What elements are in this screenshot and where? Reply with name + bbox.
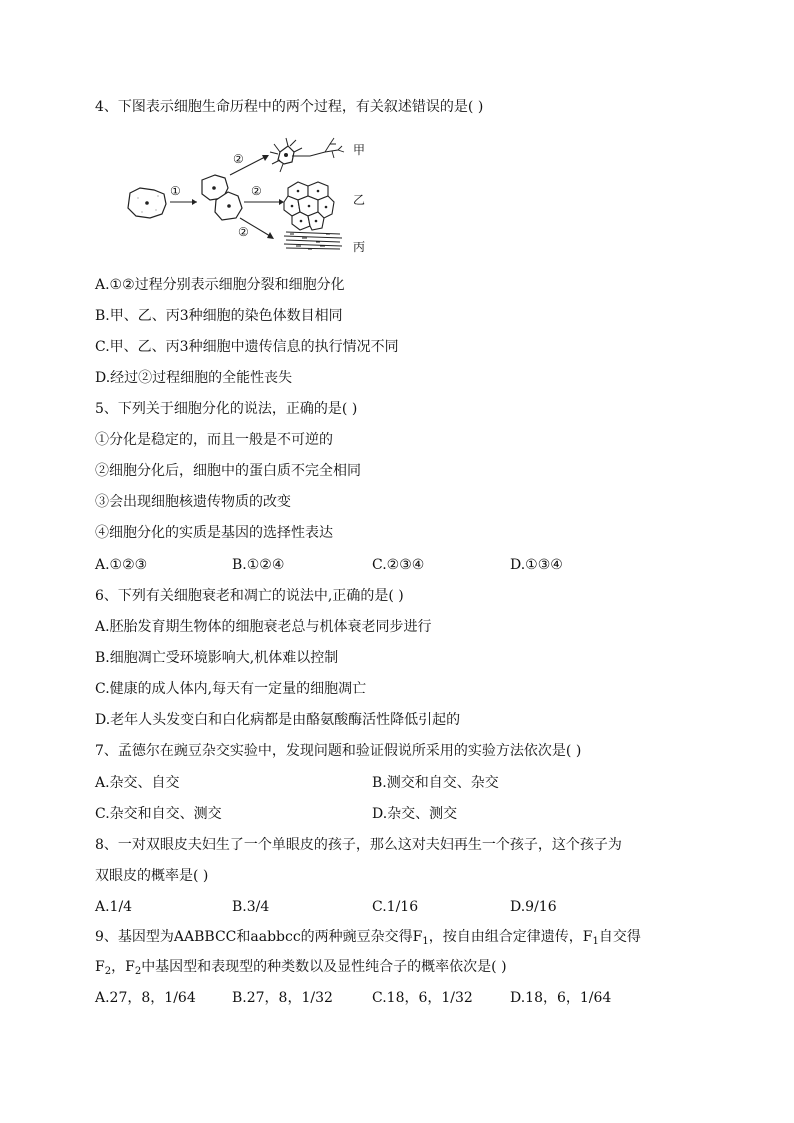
muscle-fibers [284,232,342,249]
q4-stem: 4、下图表示细胞生命历程中的两个过程，有关叙述错误的是( ) [95,99,484,115]
q9-line1-text-c: 自交得 [598,929,641,945]
q6-option-a: A.胚胎发育期生物体的细胞衰老总与机体衰老同步进行 [95,619,432,635]
q8-option-d: D.9/16 [510,899,557,915]
q5-option-b: B.①②④ [232,557,285,573]
cell-diagram-svg [120,130,380,260]
q8-stem-line1: 8、一对双眼皮夫妇生了一个单眼皮的孩子，那么这对夫妇再生一个孩子，这个孩子为 [95,837,622,853]
q6-option-d: D.老年人头发变白和白化病都是由酪氨酸酶活性降低引起的 [95,712,461,728]
q8-stem-line2: 双眼皮的概率是( ) [95,868,209,884]
q8-option-a: A.1/4 [95,899,133,915]
q5-statement-3: ③会出现细胞核遗传物质的改变 [95,494,291,510]
q5-option-d: D.①③④ [510,557,563,573]
q4-option-a: A.①②过程分别表示细胞分裂和细胞分化 [95,277,345,293]
q6-stem: 6、下列有关细胞衰老和凋亡的说法中,正确的是( ) [95,588,404,604]
q9-line2-subscript-2: 2 [134,966,142,977]
q9-option-c: C.18，6，1/32 [372,990,473,1006]
q8-option-b: B.3/4 [232,899,270,915]
q7-option-d: D.杂交、测交 [372,806,458,822]
q5-option-a: A.①②③ [95,557,148,573]
q8-option-c: C.1/16 [372,899,419,915]
q9-line2-text-b: ，F [111,959,135,975]
q9-line1-text-b: ，按自由组合定律遗传，F [428,929,593,945]
q5-statement-4: ④细胞分化的实质是基因的选择性表达 [95,525,333,541]
label-jia: 甲 [353,143,366,157]
q7-option-a: A.杂交、自交 [95,775,180,791]
q9-option-b: B.27，8，1/32 [232,990,333,1006]
q9-line2-text-a: F [95,959,105,975]
q9-stem-line1 [95,927,641,952]
q7-stem: 7、孟德尔在豌豆杂交实验中，发现问题和验证假说所采用的实验方法依次是( ) [95,743,582,759]
q5-statement-1: ①分化是稳定的，而且一般是不可逆的 [95,432,333,448]
q6-option-c: C.健康的成人体内,每天有一定量的细胞凋亡 [95,681,367,697]
q9-stem-line2 [95,957,507,982]
q9-line2-text-c: 中基因型和表现型的种类数以及显性纯合子的概率依次是( ) [141,959,507,975]
step2-lower-label: ② [238,225,249,239]
step2-middle-label: ② [251,184,262,198]
q7-option-b: B.测交和自交、杂交 [372,775,499,791]
neuron-cell [270,138,344,172]
q5-statement-2: ②细胞分化后，细胞中的蛋白质不完全相同 [95,463,361,479]
q6-option-b: B.细胞凋亡受环境影响大,机体难以控制 [95,650,339,666]
label-bing: 丙 [353,240,366,254]
step1-label: ① [170,184,181,198]
step2-upper-label: ② [233,152,244,166]
q9-line1-subscript-1: 1 [422,936,429,947]
q9-line1-subscript-2: 1 [592,936,599,947]
cell-process-figure [120,130,380,260]
q5-stem: 5、下列关于细胞分化的说法，正确的是( ) [95,401,358,417]
q9-option-a: A.27，8，1/64 [95,990,196,1006]
q9-line2-subscript-1: 2 [104,966,112,977]
q4-option-b: B.甲、乙、丙3种细胞的染色体数目相同 [95,308,343,324]
q4-option-c: C.甲、乙、丙3种细胞中遗传信息的执行情况不同 [95,339,399,355]
q9-line1-text-a: 9、基因型为AABBCC和aabbcc的两种豌豆杂交得F [95,929,423,945]
q5-option-c: C.②③④ [372,557,425,573]
q9-option-d: D.18，6，1/64 [510,990,612,1006]
label-yi: 乙 [353,193,366,207]
q4-option-d: D.经过②过程细胞的全能性丧失 [95,370,293,386]
q7-option-c: C.杂交和自交、测交 [95,806,222,822]
